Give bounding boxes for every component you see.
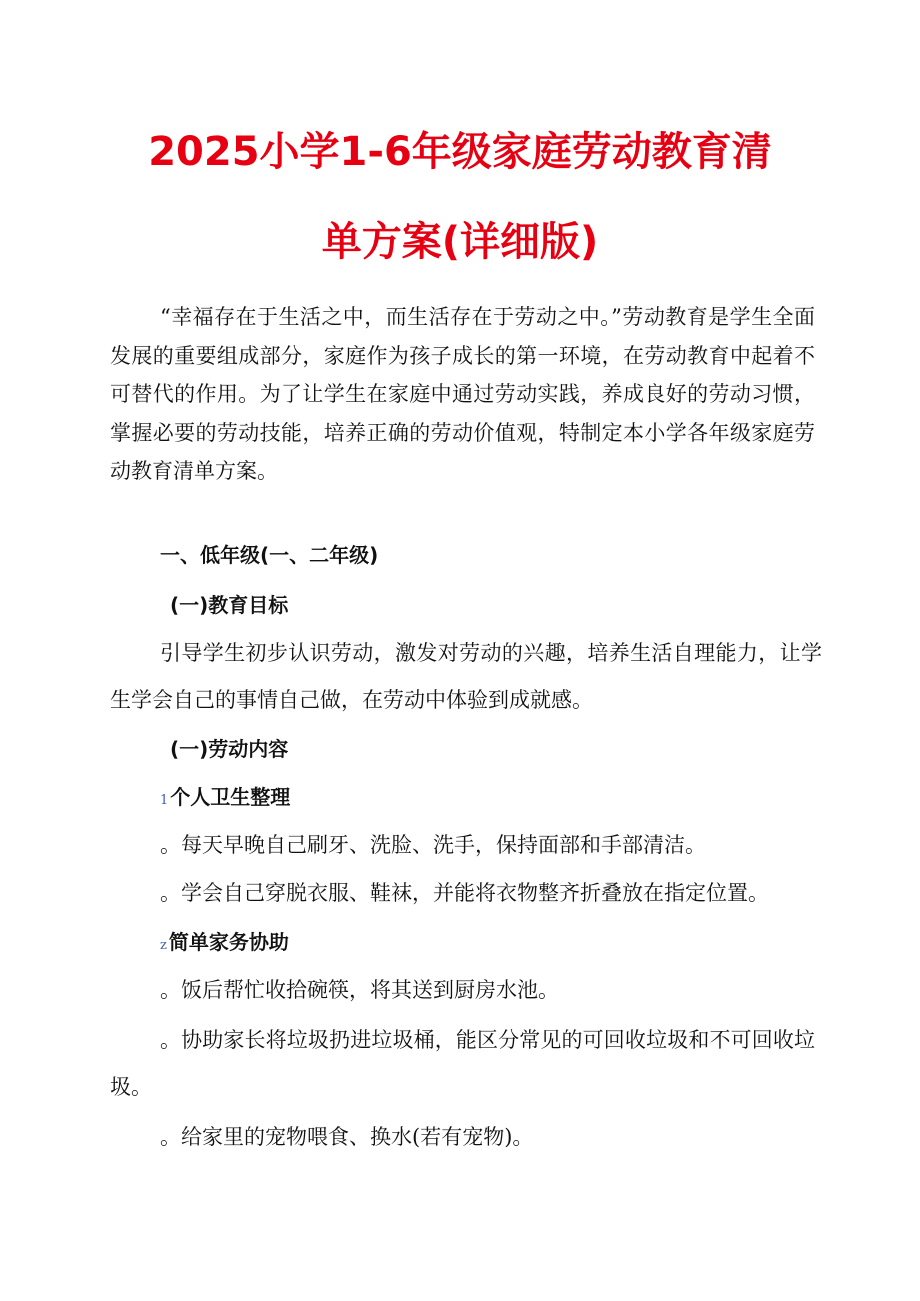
section-heading-low-grade: 一、低年级(一、二年级): [160, 543, 379, 567]
list-item: 。饭后帮忙收拾碗筷，将其送到厨房水池。: [160, 978, 559, 1002]
list-item: 。每天早晚自己刷牙、洗脸、洗手，保持面部和手部清洁。: [160, 833, 706, 857]
list-item: 。给家里的宠物喂食、换水(若有宠物)。: [160, 1125, 534, 1149]
item-heading-housework: [160, 927, 289, 961]
item-heading-label: 个人卫生整理: [170, 785, 291, 809]
item-number-marker: 1: [160, 793, 169, 808]
document-title-line-2: 单方案(详细版): [321, 219, 599, 265]
subheading-labor-content: (一)劳动内容: [170, 737, 289, 761]
item-heading-label: 简单家务协助: [168, 930, 289, 954]
item-number-marker: z: [160, 938, 167, 953]
intro-paragraph: “幸福存在于生活之中，而生活存在于劳动之中。”劳动教育是学生全面发展的重要组成部分，家庭作为孩子成长的第一环境，在劳动教育中起着不可替代的作用。为了让学生在家庭中通过劳动实践，养成良好的劳动习惯，掌握必要的劳动技能，培养正确的劳动价值观，特制定本小学各年级家庭劳动教育清单方案。: [110, 305, 815, 484]
subheading-education-goal: (一)教育目标: [170, 593, 289, 617]
list-item: 。协助家长将垃圾扔进垃圾桶，能区分常见的可回收垃圾和不可回收垃圾。: [110, 1028, 815, 1099]
document-title-line-1: 2025小学1-6年级家庭劳动教育清: [148, 129, 772, 175]
goal-paragraph: 引导学生初步认识劳动，激发对劳动的兴趣，培养生活自理能力，让学生学会自己的事情自己做，在劳动中体验到成就感。: [110, 641, 822, 712]
list-item: 。学会自己穿脱衣服、鞋袜，并能将衣物整齐折叠放在指定位置。: [160, 881, 769, 905]
item-heading-personal-hygiene: [160, 782, 290, 816]
